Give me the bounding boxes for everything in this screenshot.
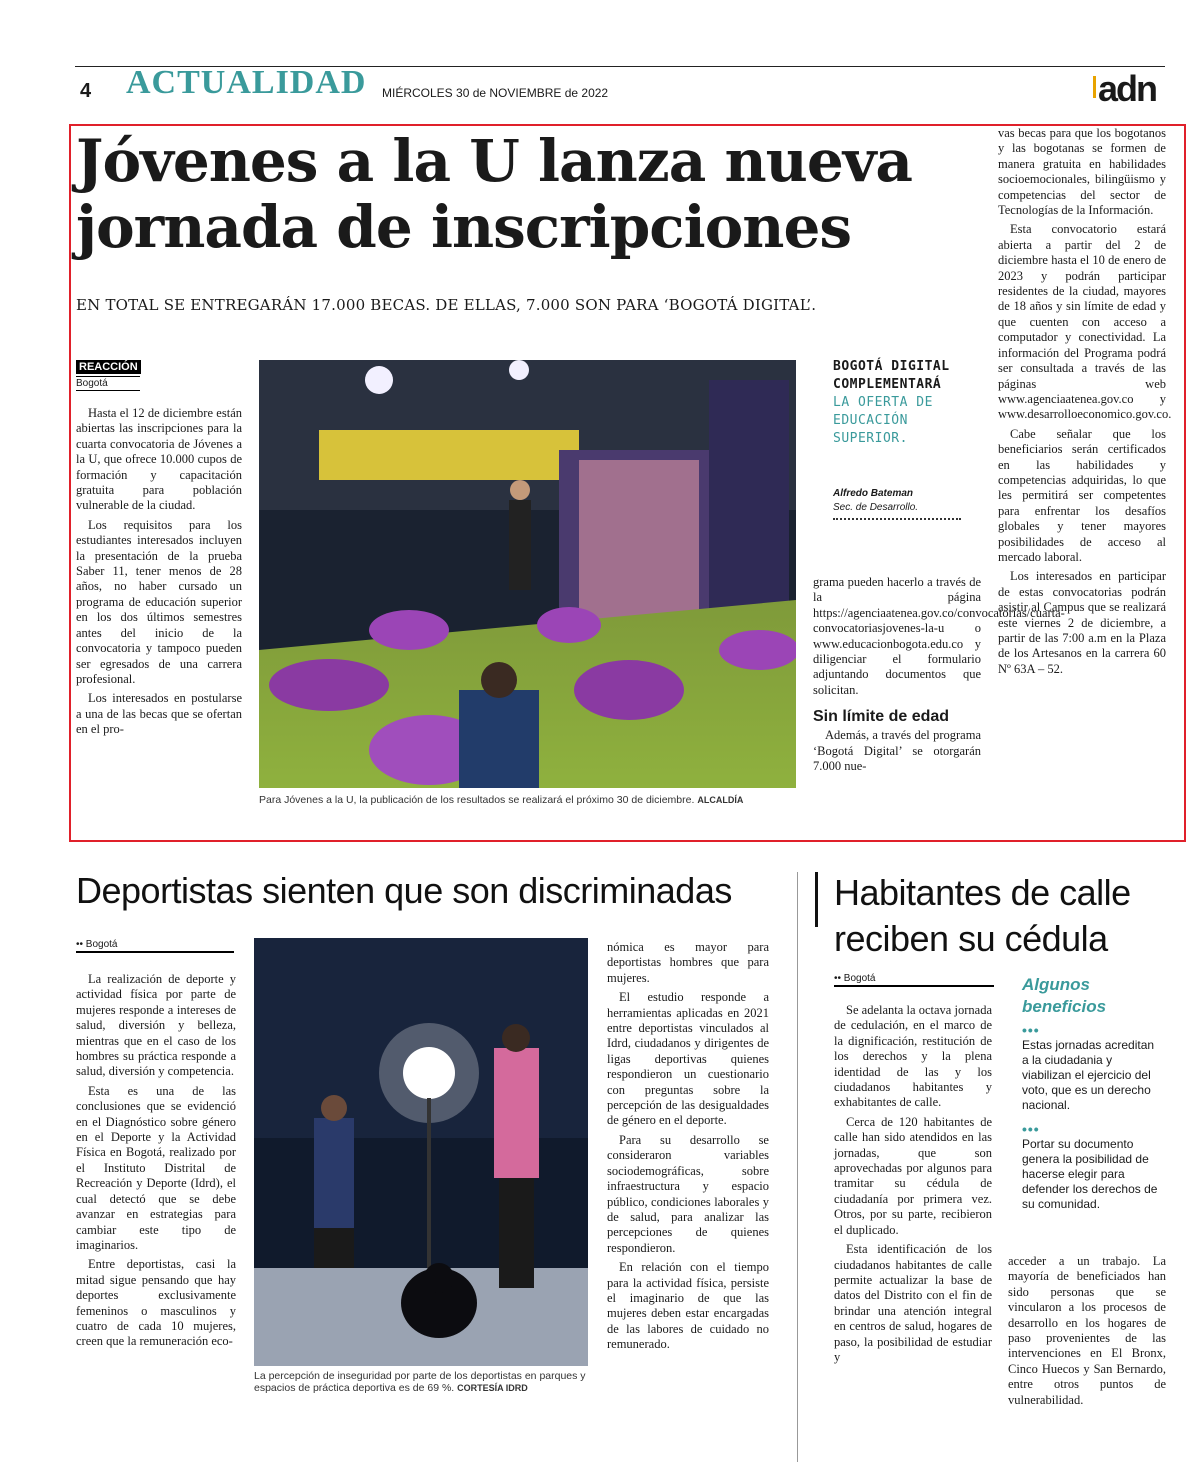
paragraph: vas becas para que los bogotanos y las bogotanas se formen de manera gratuita en habilidades socioemocionales, bilingüismo y competencias del sector de Tecnologías de la Información. [998,126,1166,218]
page-number: 4 [80,80,92,102]
main-photo [259,360,796,788]
paragraph: Para su desarrollo se consideraron variables sociodemográficas, sobre infraestructura y espacio público, condiciones laborales y de salud, para analizar las percepciones de quienes respondieron. [607,1132,769,1255]
paragraph: acceder a un trabajo. La mayoría de beneficiados han sido personas que se vincularon a los procesos de desarrollo en los hogares de paso provenientes de las intervenciones en El Bronx, Cinco Huecos y San Bernardo, entre otros puntos de vulnerabilidad. [1008,1254,1166,1407]
benefits-list [1022,1022,1162,1212]
paragraph: Hasta el 12 de diciembre están abiertas las inscripciones para la cuarta convocatoria de Jóvenes a la U, que ofrece 10.000 cupos de formación y capacitación gratuita para población vulnerable de la ciudad. [76,406,242,513]
cedula-column-2 [1008,1254,1166,1412]
cedula-column-1 [834,1003,992,1369]
main-headline: Jóvenes a la U lanza nueva jornada de inscripciones [76,127,913,261]
pull-quote [833,358,961,448]
quote-role: Sec. de Desarrollo. [833,502,919,513]
main-photo-illustration [259,360,796,788]
issue-date: MIÉRCOLES 30 de NOVIEMBRE de 2022 [382,86,609,100]
paragraph: Esta es una de las conclusiones que se evidenció en el Diagnóstico sobre género en el Deporte y la Actividad Física en Bogotá, realizado por el Instituto Distrital de Recreación y Deporte (Idrd), el cual detectó que se debe avanzar en estrategias para cambiar este tipo de imaginarios. [76,1083,236,1252]
quote-tail: LA OFERTA DE EDUCACIÓN SUPERIOR. [833,395,933,446]
subheading: Sin límite de edad [813,708,950,726]
paragraph: Cabe señalar que los beneficiarios serán certificados en las habilidades y competencias adquiridas, lo que les permitirá ser competentes para enfrentar los desafíos globales y tener mayores posibilidades de acceso al mercado laboral. [998,426,1166,564]
quote-author: Alfredo Bateman [833,488,914,499]
sports-column-1 [76,972,236,1354]
paragraph: El estudio responde a herramientas aplicadas en 2021 entre deportistas vinculados al Idrd, ciudadanos y dirigentes de ligas deportivas quienes respondieron un cuestionario con preguntas sobre la percepción de las desigualdades de género en el deporte. [607,990,769,1128]
benefit-item: Portar su documento genera la posibilidad de hacerse elegir para defender los derechos de su comunidad. [1022,1137,1158,1211]
benefits-title: Algunos beneficios [1022,975,1107,1016]
paragraph: Los interesados en participar de estas convocatorias podrán asistir al Campus que se realizará este viernes 2 de diciembre, a partir de las 7:00 a.m en la Plaza de los Artesanos en la carrera 60 Nº 63A – 52. [998,569,1166,676]
cedula-location: •• Bogotá [834,972,994,987]
sports-headline: Deportistas sienten que son discriminadas [76,870,732,911]
logo-mark [1093,76,1096,98]
paragraph: La realización de deporte y actividad física por parte de mujeres responde a intereses de salud, diversión y belleza, mientras que en el caso de los hombres su práctica responde a salud, diversión y competencia. [76,972,236,1079]
sports-column-3 [607,940,769,1357]
benefit-item: Estas jornadas acreditan a la ciudadania y viabilizan el ejercicio del voto, que es un derecho nacional. [1022,1038,1155,1112]
photo-credit: CORTESÍA IDRD [457,1383,528,1393]
photo-credit: ALCALDÍA [697,795,744,805]
section-title: ACTUALIDAD [126,64,367,101]
sports-photo [254,938,588,1366]
paragraph: Se adelanta la octava jornada de cedulación, en el marco de la dignificación, restitución de los derechos y la plena identidad de las y los ciudadanos habitantes y exhabitantes de calle. [834,1003,992,1110]
bullet-dots-icon: ••• [1022,1022,1040,1038]
paragraph: Esta identificación de los ciudadanos habitantes de calle permite actualizar la base de datos del Distrito con el fin de brindar una atención integral en centros de salud, hogares de paso, la posibilidad de estudiar y [834,1242,992,1364]
caption-text: La percepción de inseguridad por parte de los deportistas en parques y espacios de práctica deportiva es de 69 %. [254,1370,586,1394]
quote-main: BOGOTÁ DIGITAL COMPLEMENTARÁ [833,359,950,392]
paragraph: Los requisitos para los estudiantes interesados incluyen la presentación de la prueba Saber 11, tener menos de 28 años, no haber cursado un programa de educación superior en los dos últimos semestres antes del inicio de la convocatoria y tampoco pueden ser egresados de una carrera profesional. [76,517,242,686]
main-column-3 [813,575,1065,778]
main-subhead: EN TOTAL SE ENTREGARÁN 17.000 BECAS. DE ELLAS, 7.000 SON PARA ‘BOGOTÁ DIGITAL’. [76,296,817,314]
sports-photo-illustration [254,938,588,1366]
paragraph: Los interesados en postularse a una de las becas que se ofertan en el pro- [76,691,242,737]
paragraph: grama pueden hacerlo a través de la página https://agenciaatenea.gov.co/convocatorias/cuarta-convocatoriasjovenes-la-u o www.educacionbogota.edu.co y diligenciar el formulario adjuntando documentos que solicitan. [813,575,1065,697]
sports-location: •• Bogotá [76,938,234,953]
main-column-4 [998,126,1172,681]
cedula-headline: Habitantes de calle reciben su cédula [834,872,1131,959]
caption-text: Para Jóvenes a la U, la publicación de los resultados se realizará el próximo 30 de diciembre. [259,794,695,806]
paragraph: Entre deportistas, casi la mitad sigue pensando que hay deportes exclusivamente femeninos o masculinos y cuatro de cada 10 mujeres, creen que la remuneración eco- [76,1257,236,1349]
column-separator [797,872,798,1462]
bullet-dots-icon: ••• [1022,1121,1040,1137]
paragraph: nómica es mayor para deportistas hombres que para mujeres. [607,940,769,985]
paragraph: Además, a través del programa ‘Bogotá Digital’ se otorgarán 7.000 nue- [813,728,981,774]
reaction-tag: REACCIÓN [76,360,141,374]
paragraph: Esta convocatorio estará abierta a partir del 2 de diciembre hasta el 10 de enero de 2023 y podrán participar residentes de la ciudad, mayores de 18 años y sin límite de edad y que cuenten con acceso a computador y conectividad. La información del Programa podrá ser consultada a través de las páginas web www.agenciaatenea.gov.co y www.desarrolloeconomico.gov.co. [998,222,1172,422]
sports-photo-caption [254,1370,588,1394]
headline-accent-bar [815,872,818,927]
main-photo-caption [259,794,796,806]
location-label: Bogotá [76,376,140,391]
publication-logo[interactable]: adn [1098,68,1157,109]
paragraph: Cerca de 120 habitantes de calle han sido atendidos en las jornadas, que son aprovechadas por algunos para tramitar su cédula de ciudadanía por primera vez. Otros, por su parte, recibieron el duplicado. [834,1114,992,1237]
main-column-1 [76,406,242,742]
paragraph: En relación con el tiempo para la actividad física, persiste el imaginario de que las mujeres deben estar encargadas de las labores de cuidado no remunerado. [607,1260,769,1352]
quote-divider [833,518,961,520]
